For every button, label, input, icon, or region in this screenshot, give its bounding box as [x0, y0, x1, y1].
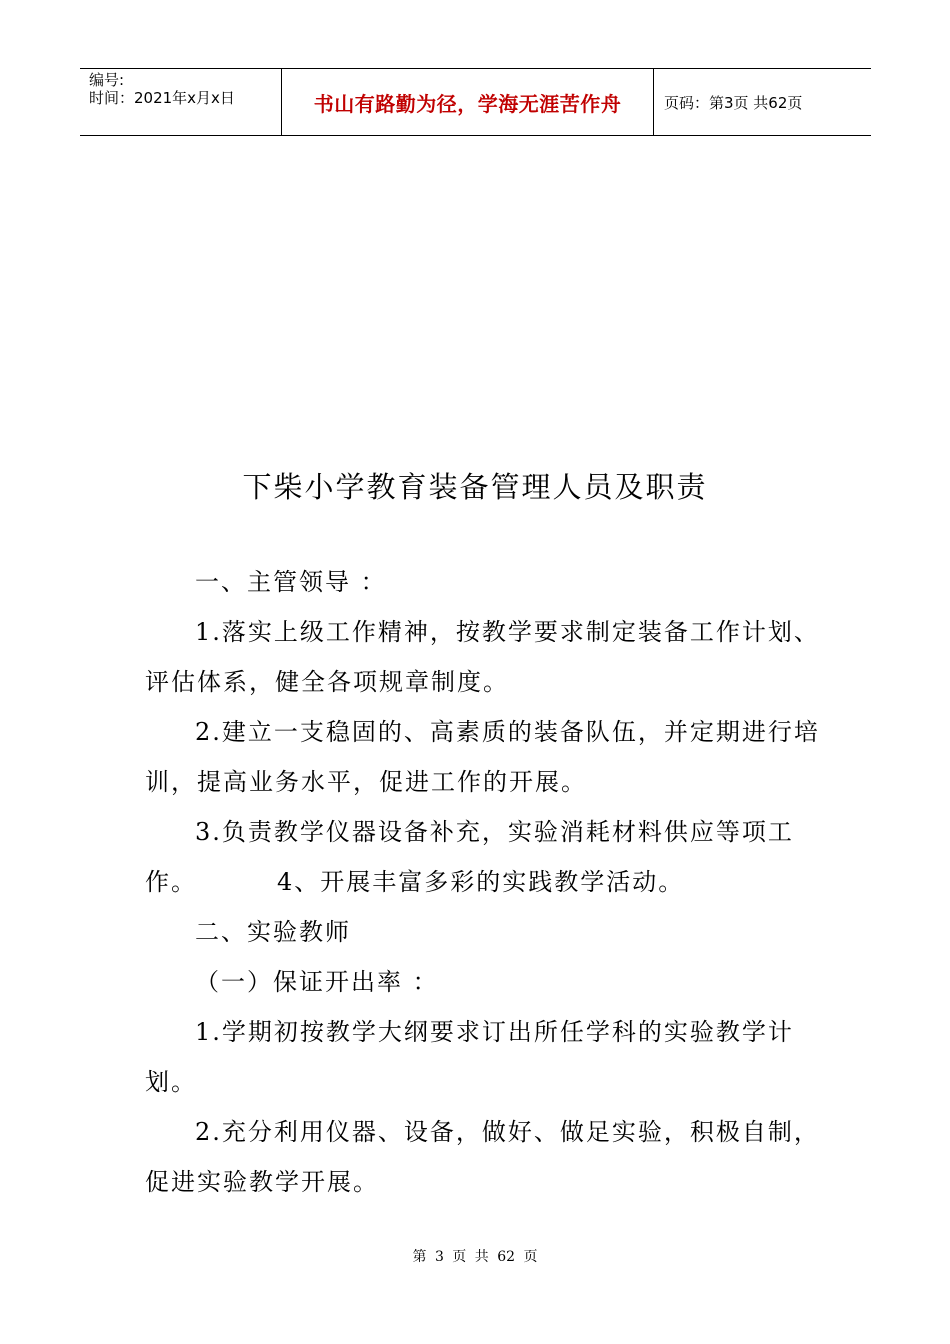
paragraph-sub-2: 2.充分利用仪器、设备，做好、做足实验，积极自制，促进实验教学开展。 [145, 1118, 820, 1196]
time-label: 时间：2021年x月x日 [89, 89, 235, 107]
paragraph-item-3-and-4 [145, 807, 835, 907]
paragraph-item-1: 1.落实上级工作精神，按教学要求制定装备工作计划、评估体系，健全各项规章制度。 [145, 618, 820, 696]
header-motto: 书山有路勤为径，学海无涯苦作舟 [282, 69, 654, 135]
page-header [80, 68, 871, 136]
header-meta [80, 69, 282, 135]
paragraph-sub-1: 1.学期初按教学大纲要求订出所任学科的实验教学计划。 [145, 1018, 794, 1096]
document-title: 下柴小学教育装备管理人员及职责 [242, 470, 708, 504]
paragraph-item-4: 4、开展丰富多彩的实践教学活动。 [277, 868, 685, 896]
subsection-heading: （一）保证开出率 ： [195, 968, 439, 996]
page-footer: 第 3 页 共 62 页 [412, 1249, 538, 1265]
header-page-code: 页码：第3页 共62页 [664, 93, 803, 112]
section-heading-leadership: 一、主管领导 ： [195, 568, 387, 596]
section-heading-teachers: 二、实验教师 [195, 918, 351, 946]
number-label: 编号: [89, 71, 125, 89]
paragraph-item-2: 2.建立一支稳固的、高素质的装备队伍，并定期进行培训，提高业务水平，促进工作的开展。 [145, 718, 820, 796]
paragraph-item-3: 3.负责教学仪器设备补充，实验消耗材料供应等项工作。 [145, 818, 794, 896]
